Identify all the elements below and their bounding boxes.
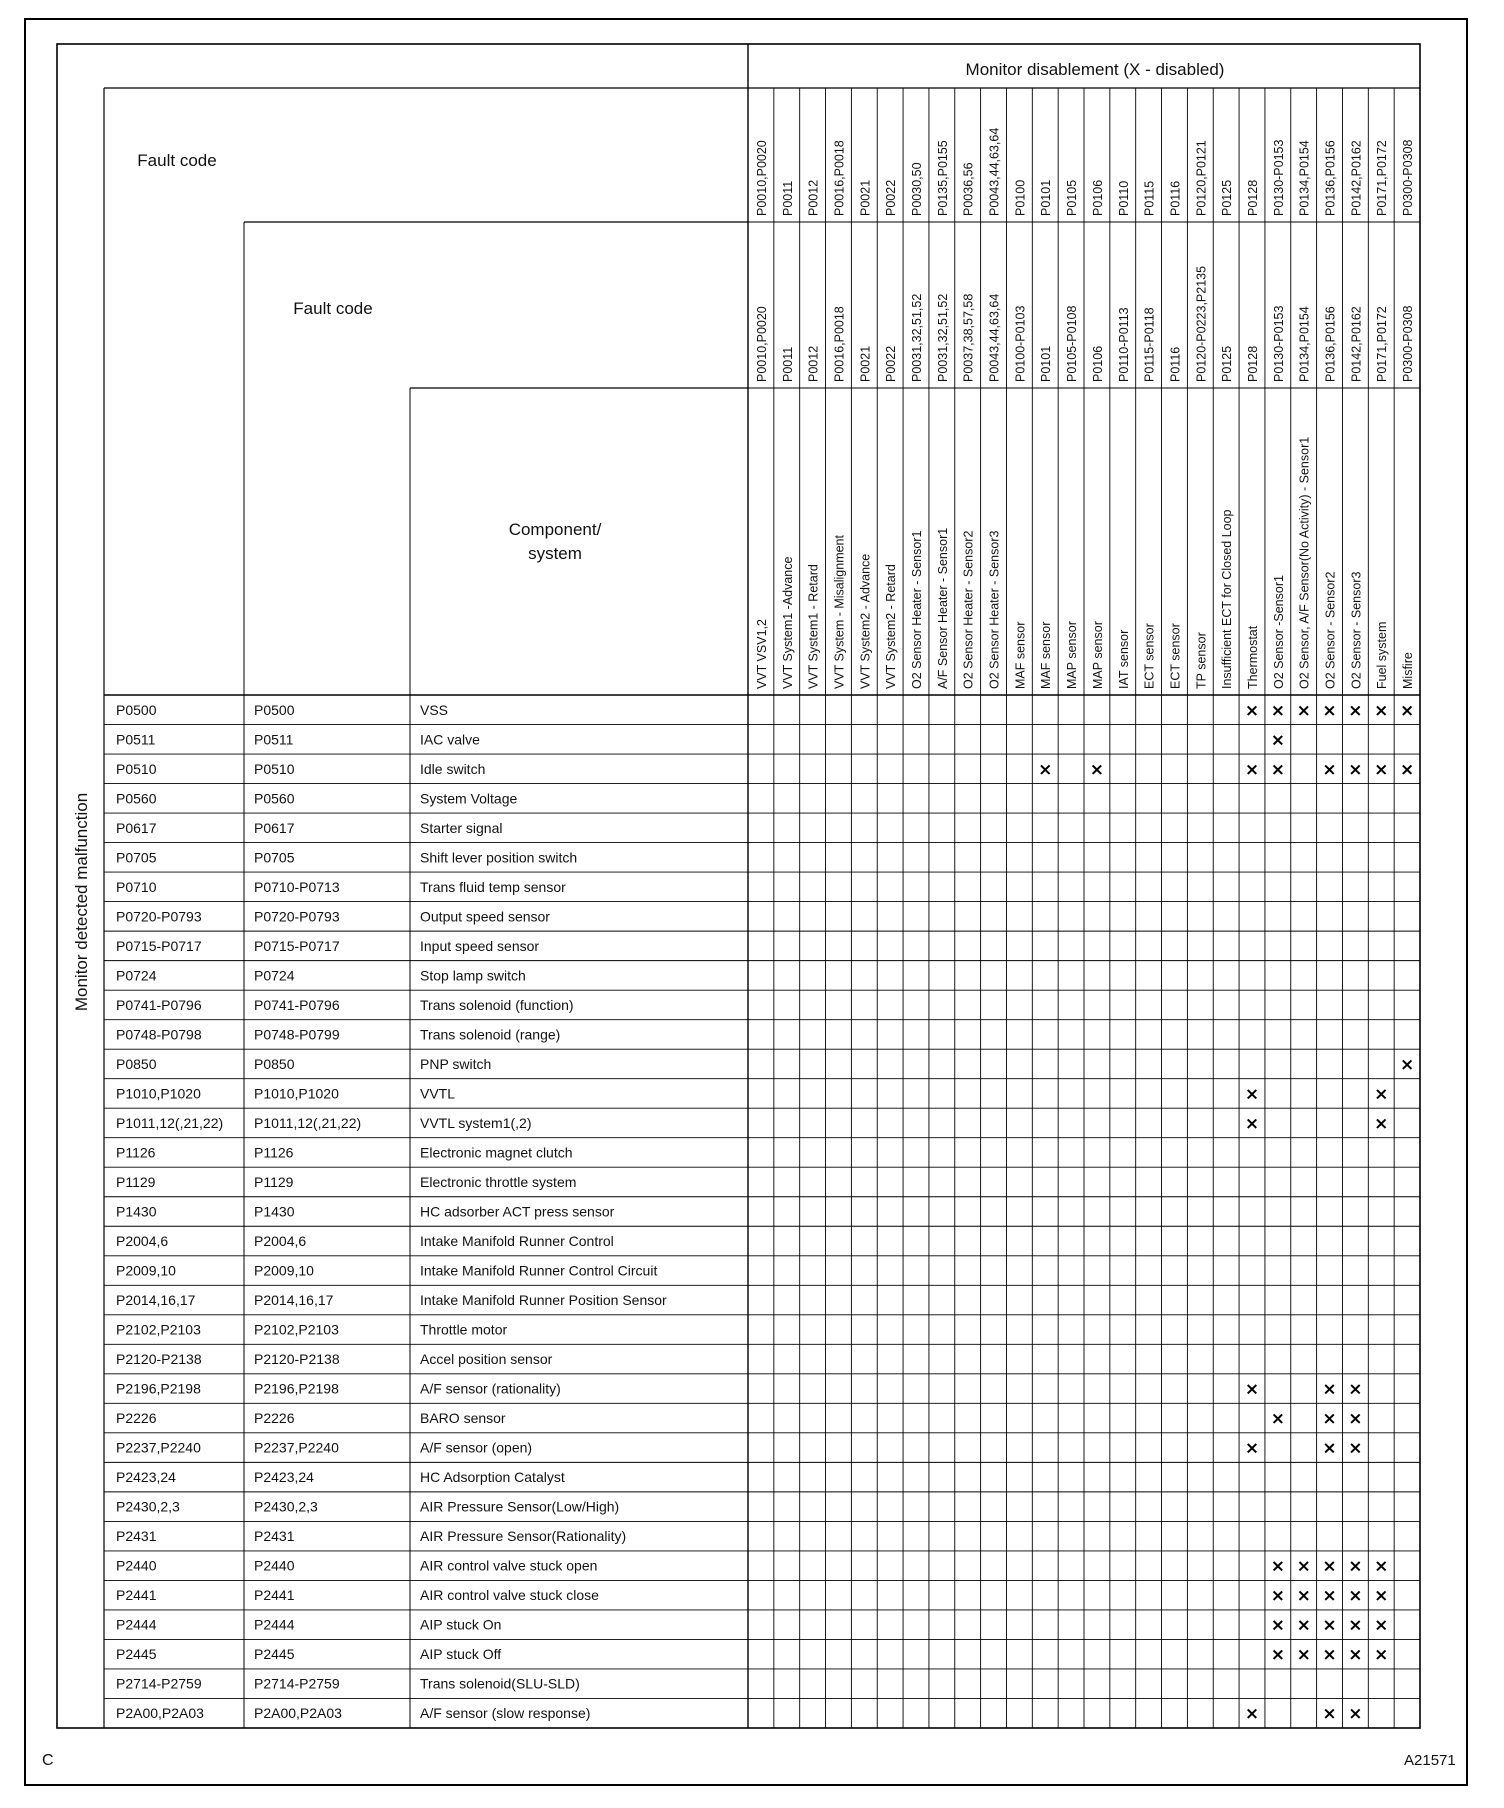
column-system: VVT System2 - Retard xyxy=(884,564,899,689)
row-fault-code-detail: P2014,16,17 xyxy=(254,1292,334,1309)
column-code2: P0043,44,63,64 xyxy=(987,293,1002,382)
row-fault-code-detail: P2A00,P2A03 xyxy=(254,1705,342,1722)
disabled-mark: × xyxy=(1244,759,1260,780)
disabled-mark: × xyxy=(1399,700,1415,721)
column-code2: P0105-P0108 xyxy=(1065,305,1080,382)
row-fault-code: P0617 xyxy=(116,819,157,836)
column-code2: P0016,P0018 xyxy=(832,306,847,382)
column-code1: P0022 xyxy=(884,179,899,216)
row-fault-code-detail: P2226 xyxy=(254,1410,295,1427)
disabled-mark: × xyxy=(1296,1556,1311,1577)
column-system: VVT System1 -Advance xyxy=(780,556,795,689)
row-fault-code-detail: P1430 xyxy=(254,1203,295,1220)
disabled-mark: × xyxy=(1348,1704,1363,1725)
column-code2: P0128 xyxy=(1246,345,1260,382)
disabled-mark: × xyxy=(1348,1645,1363,1666)
row-axis-label: Monitor detected malfunction xyxy=(72,792,91,1012)
disabled-mark: × xyxy=(1270,1645,1285,1666)
column-code1: P0115 xyxy=(1142,180,1157,216)
disabled-mark: × xyxy=(1322,1438,1337,1459)
column-system: MAP sensor xyxy=(1090,621,1105,689)
row-fault-code: P2196,P2198 xyxy=(116,1380,201,1397)
row-fault-code-detail: P0748-P0799 xyxy=(254,1026,340,1043)
row-fault-code-detail: P2430,2,3 xyxy=(254,1498,318,1515)
disabled-mark: × xyxy=(1322,759,1337,780)
disabled-mark: × xyxy=(1374,1615,1389,1636)
row-component: IAC valve xyxy=(420,731,480,748)
row-component: AIR Pressure Sensor(Low/High) xyxy=(420,1498,620,1515)
row-fault-code: P0748-P0798 xyxy=(116,1026,202,1043)
row-fault-code: P0715-P0717 xyxy=(116,937,202,954)
column-code1: P0106 xyxy=(1090,179,1105,216)
row-fault-code: P1430 xyxy=(116,1203,157,1220)
monitor-disablement-title: Monitor disablement (X - disabled) xyxy=(965,60,1225,79)
disable-marks xyxy=(1038,701,1414,1724)
column-system: O2 Sensor -Sensor1 xyxy=(1271,575,1286,689)
column-code2: P0300-P0308 xyxy=(1401,305,1416,382)
row-fault-code-detail: P0715-P0717 xyxy=(254,937,340,954)
row-fault-code: P1010,P1020 xyxy=(116,1085,201,1102)
column-code2: P0125 xyxy=(1220,345,1235,382)
row-fault-code: P2714-P2759 xyxy=(116,1675,202,1692)
component-system-header-line2: system xyxy=(528,544,582,563)
row-component: Input speed sensor xyxy=(420,937,540,954)
disabled-mark: × xyxy=(1244,700,1260,721)
column-code1: P0105 xyxy=(1065,179,1080,216)
row-component: A/F sensor (rationality) xyxy=(420,1380,561,1397)
disabled-mark: × xyxy=(1322,1615,1337,1636)
column-code2: P0115-P0118 xyxy=(1142,307,1157,382)
disabled-mark: × xyxy=(1244,1113,1260,1134)
disabled-mark: × xyxy=(1374,1586,1389,1607)
row-fault-code-detail: P2004,6 xyxy=(254,1233,307,1250)
row-fault-code-detail: P2196,P2198 xyxy=(254,1380,339,1397)
column-system: MAP sensor xyxy=(1065,621,1080,689)
column-code1: P0100 xyxy=(1013,179,1028,216)
column-code1: P0130-P0153 xyxy=(1271,139,1286,216)
row-fault-code-detail: P0617 xyxy=(254,819,295,836)
disabled-mark: × xyxy=(1296,1586,1311,1607)
row-fault-code: P2102,P2103 xyxy=(116,1321,201,1338)
row-fault-code: P0710 xyxy=(116,878,157,895)
row-component: BARO sensor xyxy=(420,1410,506,1427)
row-component: Trans fluid temp sensor xyxy=(420,878,566,895)
row-fault-code-detail: P1011,12(,21,22) xyxy=(254,1114,362,1131)
row-fault-code: P1129 xyxy=(116,1173,156,1190)
column-system: Thermostat xyxy=(1246,625,1260,689)
row-fault-code: P2441 xyxy=(116,1587,157,1604)
row-component: Intake Manifold Runner Control Circuit xyxy=(420,1262,658,1279)
row-fault-code-detail: P0510 xyxy=(254,760,295,777)
disabled-mark: × xyxy=(1270,1586,1285,1607)
row-fault-code-detail: P2009,10 xyxy=(254,1262,314,1279)
column-code2: P0037,38,57,58 xyxy=(961,293,976,382)
row-fault-code-detail: P2423,24 xyxy=(254,1469,314,1486)
column-code2: P0116 xyxy=(1168,346,1183,382)
row-fault-code: P1126 xyxy=(116,1144,156,1161)
column-code1: P0011 xyxy=(780,180,795,216)
disabled-mark: × xyxy=(1399,1054,1415,1075)
row-fault-code: P2014,16,17 xyxy=(116,1292,196,1309)
row-fault-code-detail: P2431 xyxy=(254,1528,295,1545)
disabled-mark: × xyxy=(1270,1556,1285,1577)
column-code2: P0011 xyxy=(780,346,795,382)
row-fault-code-detail: P0511 xyxy=(254,731,294,748)
column-code2: P0031,32,51,52 xyxy=(910,293,924,382)
row-fault-code: P2423,24 xyxy=(116,1469,176,1486)
row-fault-code-detail: P2714-P2759 xyxy=(254,1675,340,1692)
row-fault-code: P0560 xyxy=(116,790,157,807)
row-fault-code: P2444 xyxy=(116,1616,157,1633)
disabled-mark: × xyxy=(1244,1379,1260,1400)
row-fault-code: P1011,12(,21,22) xyxy=(116,1114,224,1131)
row-fault-code: P2237,P2240 xyxy=(116,1439,201,1456)
column-code1: P0142,P0162 xyxy=(1349,140,1364,216)
column-code2: P0110-P0113 xyxy=(1116,307,1131,382)
column-code2: P0022 xyxy=(884,345,899,382)
column-headers xyxy=(755,128,1415,689)
row-component: System Voltage xyxy=(420,790,518,807)
column-system: MAF sensor xyxy=(1013,621,1028,689)
component-system-header-line1: Component/ xyxy=(508,520,602,539)
row-component: AIP stuck On xyxy=(420,1616,502,1633)
disabled-mark: × xyxy=(1270,1409,1285,1430)
row-fault-code: P2004,6 xyxy=(116,1233,169,1250)
disabled-mark: × xyxy=(1322,1379,1337,1400)
row-component: VVTL system1(,2) xyxy=(420,1114,532,1131)
column-system: VVT System1 - Retard xyxy=(806,564,821,689)
row-component: AIR control valve stuck open xyxy=(420,1557,598,1574)
column-system: A/F Sensor Heater - Sensor1 xyxy=(935,527,950,689)
disabled-mark: × xyxy=(1348,1586,1363,1607)
row-fault-code-detail: P2237,P2240 xyxy=(254,1439,339,1456)
disabled-mark: × xyxy=(1270,1615,1285,1636)
row-fault-code: P2430,2,3 xyxy=(116,1498,180,1515)
row-fault-code-detail: P0720-P0793 xyxy=(254,908,340,925)
row-component: AIR Pressure Sensor(Rationality) xyxy=(420,1528,627,1545)
column-code1: P0012 xyxy=(806,179,821,216)
row-component: HC Adsorption Catalyst xyxy=(420,1469,565,1486)
column-code2: P0142,P0162 xyxy=(1349,306,1364,382)
row-fault-code-detail: P0705 xyxy=(254,849,295,866)
column-code2: P0101 xyxy=(1039,345,1054,382)
row-fault-code-detail: P0724 xyxy=(254,967,295,984)
row-fault-code-detail: P0500 xyxy=(254,701,295,718)
row-component: HC adsorber ACT press sensor xyxy=(420,1203,615,1220)
row-fault-code: P0510 xyxy=(116,760,157,777)
row-component: AIP stuck Off xyxy=(420,1646,502,1663)
column-code2: P0171,P0172 xyxy=(1375,306,1390,382)
row-fault-code: P2226 xyxy=(116,1410,157,1427)
row-fault-code-detail: P2102,P2103 xyxy=(254,1321,339,1338)
disabled-mark: × xyxy=(1244,1438,1260,1459)
disabled-mark: × xyxy=(1244,1084,1260,1105)
column-system: VVT VSV1,2 xyxy=(754,619,769,689)
column-system: TP sensor xyxy=(1194,632,1209,689)
disabled-mark: × xyxy=(1374,759,1389,780)
row-fault-code: P0511 xyxy=(116,731,156,748)
disabled-mark: × xyxy=(1348,1379,1363,1400)
row-component: Trans solenoid (function) xyxy=(420,996,574,1013)
column-code2: P0120-P0223,P2135 xyxy=(1194,265,1209,382)
row-fault-code-detail: P2441 xyxy=(254,1587,295,1604)
column-system: O2 Sensor - Sensor3 xyxy=(1349,571,1364,689)
column-code2: P0136,P0156 xyxy=(1323,306,1338,382)
column-system: Insufficient ECT for Closed Loop xyxy=(1220,509,1235,689)
column-system: O2 Sensor Heater - Sensor1 xyxy=(910,530,924,689)
row-fault-code-detail: P2120-P2138 xyxy=(254,1351,340,1368)
disabled-mark: × xyxy=(1374,1084,1389,1105)
row-fault-code-detail: P0741-P0796 xyxy=(254,996,340,1013)
row-fault-code: P0724 xyxy=(116,967,157,984)
column-code1: P0010,P0020 xyxy=(754,140,769,216)
column-system: Fuel system xyxy=(1375,621,1390,689)
column-system: Misfire xyxy=(1401,652,1416,689)
row-component: Intake Manifold Runner Position Sensor xyxy=(420,1292,667,1309)
disabled-mark: × xyxy=(1322,700,1337,721)
row-component: Trans solenoid (range) xyxy=(420,1026,561,1043)
disabled-mark: × xyxy=(1089,759,1105,780)
row-fault-code-detail: P2444 xyxy=(254,1616,295,1633)
disabled-mark: × xyxy=(1348,1409,1363,1430)
column-system: ECT sensor xyxy=(1142,623,1157,689)
row-component: Intake Manifold Runner Control xyxy=(420,1233,614,1250)
column-code1: P0021 xyxy=(858,179,873,216)
disabled-mark: × xyxy=(1296,1615,1311,1636)
row-fault-code: P0705 xyxy=(116,849,157,866)
disabled-mark: × xyxy=(1322,1586,1337,1607)
row-fault-code-detail: P2440 xyxy=(254,1557,295,1574)
row-fault-code-detail: P0560 xyxy=(254,790,295,807)
row-fault-code: P2431 xyxy=(116,1528,157,1545)
disabled-mark: × xyxy=(1322,1409,1337,1430)
column-code1: P0036,56 xyxy=(961,162,976,216)
row-component: Accel position sensor xyxy=(420,1351,553,1368)
row-fault-code-detail: P0710-P0713 xyxy=(254,878,340,895)
column-code2: P0106 xyxy=(1090,345,1105,382)
disabled-mark: × xyxy=(1348,1615,1363,1636)
column-code2: P0100-P0103 xyxy=(1013,305,1028,382)
disabled-mark: × xyxy=(1399,759,1415,780)
column-code2: P0010,P0020 xyxy=(754,306,769,382)
column-system: O2 Sensor Heater - Sensor2 xyxy=(961,530,976,689)
row-fault-code: P2120-P2138 xyxy=(116,1351,202,1368)
column-system: VVT System2 - Advance xyxy=(858,553,873,689)
column-code1: P0134,P0154 xyxy=(1297,140,1312,216)
row-component: A/F sensor (slow response) xyxy=(420,1705,591,1722)
row-fault-code: P0741-P0796 xyxy=(116,996,202,1013)
row-component: Shift lever position switch xyxy=(420,849,578,866)
disabled-mark: × xyxy=(1374,1556,1389,1577)
disabled-mark: × xyxy=(1270,759,1285,780)
column-code2: P0012 xyxy=(806,345,821,382)
disabled-mark: × xyxy=(1348,1556,1363,1577)
row-fault-code-detail: P2445 xyxy=(254,1646,295,1663)
row-component: Throttle motor xyxy=(420,1321,508,1338)
fault-code-outer-header: Fault code xyxy=(137,151,217,170)
column-code1: P0128 xyxy=(1246,179,1260,216)
fault-code-inner-header: Fault code xyxy=(293,299,373,318)
disabled-mark: × xyxy=(1348,700,1363,721)
column-code2: P0134,P0154 xyxy=(1297,306,1312,382)
disabled-mark: × xyxy=(1374,1113,1389,1134)
column-system: O2 Sensor, A/F Sensor(No Activity) - Sensor1 xyxy=(1297,436,1312,689)
column-code1: P0125 xyxy=(1220,179,1235,216)
column-code1: P0120,P0121 xyxy=(1194,140,1209,216)
row-fault-code-detail: P1126 xyxy=(254,1144,294,1161)
column-system: MAF sensor xyxy=(1039,621,1054,689)
row-component: AIR control valve stuck close xyxy=(420,1587,599,1604)
disabled-mark: × xyxy=(1374,1645,1389,1666)
row-component: Starter signal xyxy=(420,819,503,836)
row-component: Electronic throttle system xyxy=(420,1173,577,1190)
column-system: IAT sensor xyxy=(1116,629,1131,689)
column-code1: P0030,50 xyxy=(910,162,924,216)
disabled-mark: × xyxy=(1244,1704,1260,1725)
row-fault-code-detail: P1010,P1020 xyxy=(254,1085,339,1102)
column-code1: P0043,44,63,64 xyxy=(987,127,1002,216)
disabled-mark: × xyxy=(1296,700,1311,721)
disabled-mark: × xyxy=(1374,700,1389,721)
row-component: Stop lamp switch xyxy=(420,967,526,984)
figure-letter: C xyxy=(42,1752,54,1769)
row-component: Electronic magnet clutch xyxy=(420,1144,573,1161)
disabled-mark: × xyxy=(1322,1556,1337,1577)
row-fault-code: P2009,10 xyxy=(116,1262,176,1279)
row-component: VVTL xyxy=(420,1085,456,1102)
row-component: Output speed sensor xyxy=(420,908,550,925)
disabled-mark: × xyxy=(1270,700,1285,721)
disabled-mark: × xyxy=(1038,759,1053,780)
row-fault-code: P0500 xyxy=(116,701,157,718)
disabled-mark: × xyxy=(1270,730,1285,751)
disabled-mark: × xyxy=(1322,1704,1337,1725)
row-fault-code: P0850 xyxy=(116,1055,157,1072)
row-component: A/F sensor (open) xyxy=(420,1439,533,1456)
figure-code: A21571 xyxy=(1404,1752,1456,1769)
column-code1: P0171,P0172 xyxy=(1375,140,1390,216)
row-component: Idle switch xyxy=(420,760,486,777)
row-fault-code: P2445 xyxy=(116,1646,157,1663)
row-component: PNP switch xyxy=(420,1055,492,1072)
column-code1: P0135,P0155 xyxy=(935,140,950,216)
column-code1: P0016,P0018 xyxy=(832,140,847,216)
column-system: ECT sensor xyxy=(1168,623,1183,689)
column-code1: P0101 xyxy=(1039,179,1054,216)
disabled-mark: × xyxy=(1322,1645,1337,1666)
row-component: VSS xyxy=(420,701,449,718)
column-system: O2 Sensor - Sensor2 xyxy=(1323,571,1338,689)
row-fault-code-detail: P0850 xyxy=(254,1055,295,1072)
disabled-mark: × xyxy=(1348,1438,1363,1459)
column-code2: P0130-P0153 xyxy=(1271,305,1286,382)
row-fault-code-detail: P1129 xyxy=(254,1173,294,1190)
column-code1: P0300-P0308 xyxy=(1401,139,1416,216)
column-system: VVT System - Misalignment xyxy=(832,535,847,689)
column-code1: P0136,P0156 xyxy=(1323,140,1338,216)
row-fault-code: P2A00,P2A03 xyxy=(116,1705,204,1722)
column-code1: P0110 xyxy=(1116,180,1131,216)
column-system: O2 Sensor Heater - Sensor3 xyxy=(987,530,1002,689)
row-component: Trans solenoid(SLU-SLD) xyxy=(420,1675,580,1692)
column-code2: P0031,32,51,52 xyxy=(935,293,950,382)
column-code1: P0116 xyxy=(1168,180,1183,216)
disabled-mark: × xyxy=(1348,759,1363,780)
row-fault-code: P0720-P0793 xyxy=(116,908,202,925)
row-fault-code: P2440 xyxy=(116,1557,157,1574)
column-code2: P0021 xyxy=(858,345,873,382)
disabled-mark: × xyxy=(1296,1645,1311,1666)
table-rows xyxy=(116,702,667,1721)
